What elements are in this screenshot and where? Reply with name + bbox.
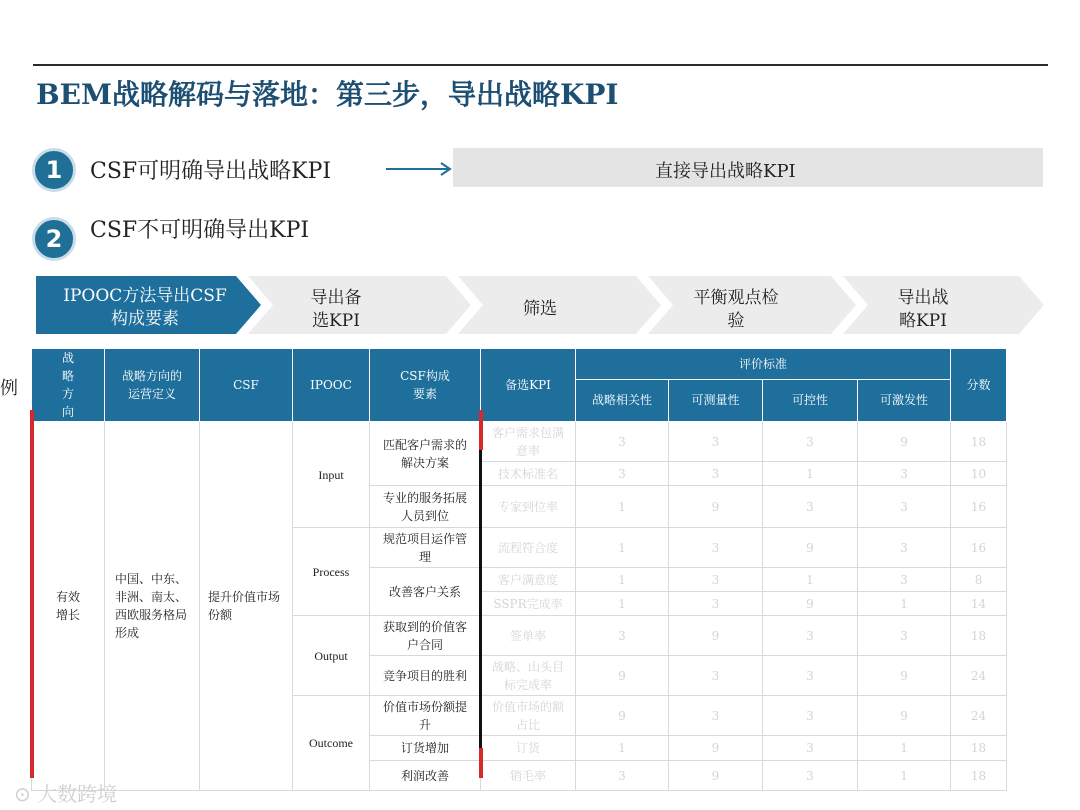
kpi-1: 客户需求包满意率 bbox=[481, 422, 576, 462]
score-total: 18 bbox=[951, 736, 1007, 761]
header-relevance: 战略相关性 bbox=[576, 379, 669, 421]
step-2-badge: 2 bbox=[32, 217, 76, 261]
process-step-3: 筛选 bbox=[523, 299, 557, 319]
score: 3 bbox=[763, 616, 858, 656]
score: 3 bbox=[763, 486, 858, 528]
header-candidate-kpi: 备选KPI bbox=[481, 349, 576, 422]
header-measurable: 可测量性 bbox=[669, 379, 763, 421]
element-9: 利润改善 bbox=[370, 761, 481, 791]
example-label: 例 bbox=[0, 378, 18, 399]
kpi-5: 客户满意度 bbox=[481, 568, 576, 592]
page-title: BEM战略解码与落地：第三步，导出战略KPI bbox=[36, 78, 619, 111]
header-elements: CSF构成要素 bbox=[370, 349, 481, 422]
cell-definition: 中国、中东、非洲、南太、西欧服务格局形成 bbox=[105, 422, 200, 791]
cell-ipooc-input: Input bbox=[293, 422, 370, 528]
score: 1 bbox=[858, 761, 951, 791]
header-csf: CSF bbox=[200, 349, 293, 422]
step-1-badge: 1 bbox=[32, 148, 76, 192]
kpi-table bbox=[31, 348, 1007, 791]
score: 9 bbox=[669, 736, 763, 761]
score: 3 bbox=[669, 462, 763, 486]
score: 3 bbox=[669, 568, 763, 592]
score: 3 bbox=[669, 592, 763, 616]
score: 3 bbox=[858, 616, 951, 656]
score: 1 bbox=[576, 568, 669, 592]
score: 1 bbox=[858, 736, 951, 761]
header-direction: 战略方向 bbox=[32, 349, 105, 422]
score: 3 bbox=[858, 528, 951, 568]
element-7: 价值市场份额提升 bbox=[370, 696, 481, 736]
header-criteria: 评价标准 bbox=[576, 349, 951, 380]
score: 9 bbox=[669, 616, 763, 656]
score: 9 bbox=[576, 696, 669, 736]
direct-kpi-text: 直接导出战略KPI bbox=[655, 161, 796, 182]
score: 9 bbox=[763, 592, 858, 616]
step-1-text: CSF可明确导出战略KPI bbox=[90, 159, 332, 184]
kpi-2: 技术标准名 bbox=[481, 462, 576, 486]
element-3: 规范项目运作管理 bbox=[370, 528, 481, 568]
score: 3 bbox=[669, 422, 763, 462]
process-step-1: IPOOC方法导出CSF构成要素 bbox=[63, 286, 227, 329]
score-total: 24 bbox=[951, 656, 1007, 696]
kpi-11: 销毛率 bbox=[481, 761, 576, 791]
score: 3 bbox=[576, 616, 669, 656]
score: 3 bbox=[858, 568, 951, 592]
process-step-5: 导出战略KPI bbox=[897, 288, 949, 331]
score: 1 bbox=[858, 592, 951, 616]
header-definition: 战略方向的运营定义 bbox=[105, 349, 200, 422]
kpi-6: SSPR完成率 bbox=[481, 592, 576, 616]
score: 3 bbox=[858, 462, 951, 486]
element-8: 订货增加 bbox=[370, 736, 481, 761]
score: 9 bbox=[858, 656, 951, 696]
score-total: 10 bbox=[951, 462, 1007, 486]
score: 3 bbox=[669, 656, 763, 696]
score: 9 bbox=[763, 528, 858, 568]
highlight-bar-mid-bottom bbox=[479, 748, 483, 778]
kpi-10: 订货 bbox=[481, 736, 576, 761]
score: 9 bbox=[576, 656, 669, 696]
highlight-bar-mid-top bbox=[479, 410, 483, 450]
score-total: 8 bbox=[951, 568, 1007, 592]
kpi-4: 流程符合度 bbox=[481, 528, 576, 568]
score: 3 bbox=[763, 761, 858, 791]
watermark-logo-icon: ⊙ bbox=[14, 782, 31, 806]
cell-ipooc-output: Output bbox=[293, 616, 370, 696]
top-divider bbox=[33, 64, 1048, 66]
cell-ipooc-outcome: Outcome bbox=[293, 696, 370, 791]
score-total: 16 bbox=[951, 528, 1007, 568]
step-2-text: CSF不可明确导出KPI bbox=[90, 218, 310, 243]
score: 3 bbox=[763, 696, 858, 736]
score: 3 bbox=[763, 656, 858, 696]
watermark-text: 大数跨境 bbox=[37, 782, 118, 806]
header-score: 分数 bbox=[951, 349, 1007, 422]
arrow-right-icon bbox=[386, 162, 456, 176]
score-total: 14 bbox=[951, 592, 1007, 616]
score: 3 bbox=[763, 422, 858, 462]
kpi-7: 签单率 bbox=[481, 616, 576, 656]
header-ipooc: IPOOC bbox=[293, 349, 370, 422]
cell-direction: 有效增长 bbox=[32, 422, 105, 791]
score: 9 bbox=[858, 422, 951, 462]
header-motivation: 可激发性 bbox=[858, 379, 951, 421]
score: 3 bbox=[669, 696, 763, 736]
element-5: 获取到的价值客户合同 bbox=[370, 616, 481, 656]
cell-ipooc-process: Process bbox=[293, 528, 370, 616]
divider-bar-mid bbox=[479, 450, 482, 748]
score: 1 bbox=[763, 568, 858, 592]
process-step-2: 导出备选KPI bbox=[310, 288, 362, 331]
score: 9 bbox=[669, 761, 763, 791]
kpi-8: 战略、山头目标完成率 bbox=[481, 656, 576, 696]
score: 9 bbox=[669, 486, 763, 528]
score: 1 bbox=[576, 486, 669, 528]
element-6: 竞争项目的胜利 bbox=[370, 656, 481, 696]
score: 1 bbox=[763, 462, 858, 486]
score: 3 bbox=[576, 462, 669, 486]
score: 3 bbox=[763, 736, 858, 761]
score: 3 bbox=[858, 486, 951, 528]
score: 3 bbox=[669, 528, 763, 568]
score: 1 bbox=[576, 736, 669, 761]
score: 1 bbox=[576, 528, 669, 568]
score-total: 18 bbox=[951, 422, 1007, 462]
kpi-9: 价值市场的额占比 bbox=[481, 696, 576, 736]
score: 3 bbox=[576, 761, 669, 791]
element-2: 专业的服务拓展人员到位 bbox=[370, 486, 481, 528]
score-total: 16 bbox=[951, 486, 1007, 528]
element-1: 匹配客户需求的解决方案 bbox=[370, 422, 481, 486]
score-total: 18 bbox=[951, 761, 1007, 791]
score-total: 18 bbox=[951, 616, 1007, 656]
score: 3 bbox=[576, 422, 669, 462]
cell-csf: 提升价值市场份额 bbox=[200, 422, 293, 791]
kpi-3: 专家到位率 bbox=[481, 486, 576, 528]
watermark bbox=[14, 778, 117, 807]
score: 9 bbox=[858, 696, 951, 736]
header-controllable: 可控性 bbox=[763, 379, 858, 421]
process-step-4: 平衡观点检验 bbox=[693, 288, 779, 331]
score: 1 bbox=[576, 592, 669, 616]
highlight-bar-left bbox=[30, 410, 34, 778]
score-total: 24 bbox=[951, 696, 1007, 736]
element-4: 改善客户关系 bbox=[370, 568, 481, 616]
